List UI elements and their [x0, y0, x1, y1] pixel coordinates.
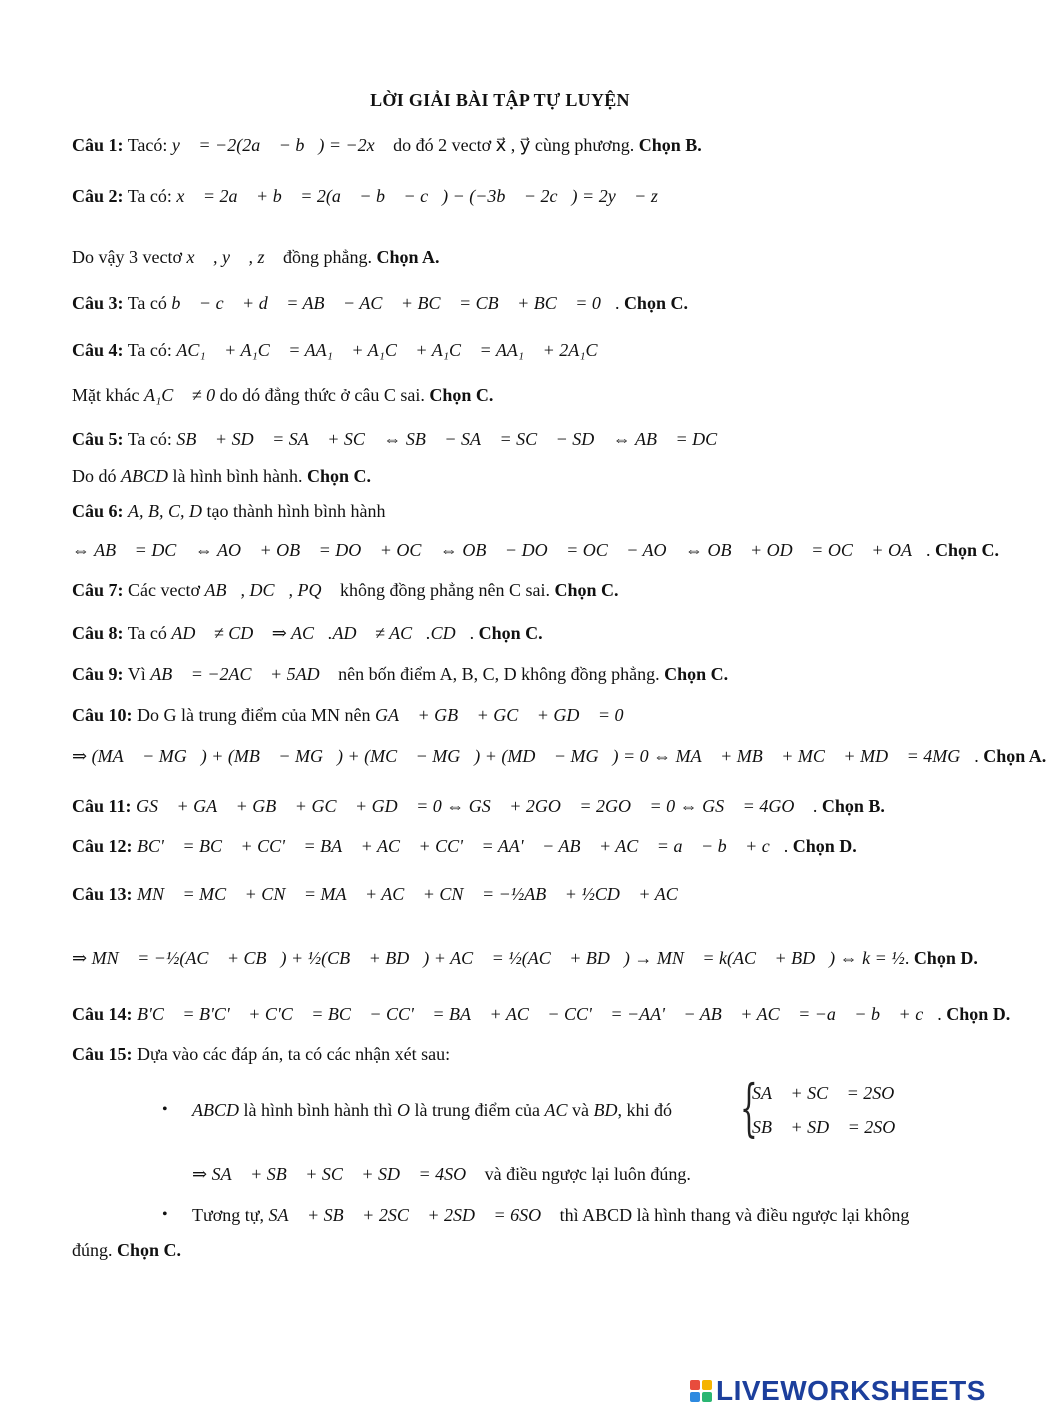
line-answer: Chọn B. — [821, 796, 885, 816]
line-post: . — [783, 836, 793, 856]
line-math: MN⃗ = MC⃗ + CN⃗ = MA⃗ + AC⃗ + CN⃗ = −½AB⃗ + ½CD⃗ + AC⃗ — [137, 884, 692, 904]
line-math: GA⃗ + GB⃗ + GC⃗ + GD⃗ = 0⃗ — [374, 705, 638, 725]
solution-line — [72, 1002, 1010, 1026]
line-label: Câu 14: — [72, 1004, 133, 1024]
line-post: là hình bình hành. — [168, 466, 307, 486]
line-math: A, B, C, D — [128, 501, 203, 521]
solution-line — [72, 882, 692, 906]
line-answer: Chọn D. — [913, 948, 978, 968]
solution-line — [72, 621, 543, 645]
line-post: . — [808, 796, 822, 816]
line-label: Câu 1: — [72, 135, 124, 155]
line-post: . — [469, 623, 479, 643]
line-label: Câu 9: — [72, 664, 124, 684]
line-pre: Do G là trung điểm của MN nên — [132, 705, 375, 725]
line-pre: Các vectơ — [123, 580, 205, 600]
solution-line — [72, 578, 619, 602]
line-answer: Chọn D. — [946, 1004, 1011, 1024]
solution-line — [72, 291, 688, 315]
line-pre: Do vậy 3 vectơ — [72, 247, 187, 267]
solution-line — [72, 744, 1046, 768]
line-pre: Ta có — [123, 293, 172, 313]
line-post: tạo thành hình bình hành — [202, 501, 386, 521]
solution-line — [72, 184, 672, 208]
bullet-dot: • — [162, 1101, 168, 1118]
solution-line — [72, 834, 857, 858]
line-label: Câu 5: — [72, 429, 124, 449]
logo-mark-icon — [690, 1380, 712, 1402]
line-label: Câu 10: — [72, 705, 133, 725]
solution-line — [72, 538, 999, 562]
line-post: do đó 2 vectơ x⃗ , y⃗ cùng phương. — [388, 135, 639, 155]
line-math: GS⃗ + GA⃗ + GB⃗ + GC⃗ + GD⃗ = 0 ⇔ GS⃗ + 2GO⃗ = 2GO⃗ = 0 ⇔ GS⃗ = 4GO⃗ — [136, 796, 809, 816]
closing-line: đúng. Chọn C. — [72, 1240, 182, 1260]
line-answer: Chọn C. — [554, 580, 619, 600]
solution-line — [72, 427, 731, 451]
bullet-trapezoid: • Tương tự, SA⃗ + SB⃗ + 2SC⃗ + 2SD⃗ = 6SO⃗ thì ABCD là hình thang và điều ngược lại không — [162, 1205, 910, 1225]
line-pre: Do dó — [72, 466, 121, 486]
line-post: do dó đẳng thức ở câu C sai. — [215, 385, 430, 405]
solution-line — [72, 499, 386, 523]
line-math: x⃗ = 2a⃗ + b⃗ = 2(a⃗ − b⃗ − c⃗) − (−3b⃗ − 2c⃗) = 2y⃗ − z⃗ — [176, 186, 672, 206]
line-label: Câu 13: — [72, 884, 133, 904]
line-pre: Vì — [123, 664, 151, 684]
equation-system — [740, 1071, 910, 1144]
line-math: AB⃗, DC⃗, PQ⃗ — [204, 580, 336, 600]
line-answer: Chọn C. — [306, 466, 372, 486]
line-answer: Chọn A. — [983, 746, 1046, 766]
line-post: nên bốn điểm A, B, C, D không đồng phẳng. — [333, 664, 665, 684]
line-pre: Dựa vào các đáp án, ta có các nhận xét sau: — [132, 1044, 451, 1064]
line-answer: Chọn C. — [934, 540, 1000, 560]
line-math: x⃗ , y⃗ , z⃗ — [186, 247, 279, 267]
line-math: ⇒ (MA⃗ − MG⃗) + (MB⃗ − MG⃗) + (MC⃗ − MG⃗) + (MD⃗ − MG⃗) = 0 ⇔ MA⃗ + MB⃗ + MC⃗ + MD⃗ = 4MG⃗ — [72, 746, 975, 766]
line-label: Câu 2: — [72, 186, 124, 206]
solution-line — [72, 794, 885, 818]
line-answer: Chọn C. — [478, 623, 543, 643]
line-label: Câu 6: — [72, 501, 124, 521]
liveworksheets-logo: LIVEWORKSHEETS — [690, 1376, 986, 1406]
line-answer: Chọn C. — [623, 293, 688, 313]
line-math: BC'⃗ = BC⃗ + CC'⃗ = BA⃗ + AC⃗ + CC'⃗ = AA'⃗ − AB⃗ + AC⃗ = a⃗ − b⃗ + c⃗ — [137, 836, 784, 856]
bullet-math: ABCD — [192, 1100, 239, 1120]
line-answer: Chọn C. — [664, 664, 729, 684]
solution-line — [72, 464, 371, 488]
line-label: Câu 12: — [72, 836, 133, 856]
solution-line — [72, 133, 702, 157]
solution-line — [72, 338, 611, 362]
line-math: B'C⃗ = B'C'⃗ + C'C⃗ = BC⃗ − CC'⃗ = BA⃗ + AC⃗ − CC'⃗ = −AA'⃗ − AB⃗ + AC⃗ = −a⃗ − b⃗ + c⃗ — [137, 1004, 938, 1024]
brace-icon: { — [740, 1071, 758, 1144]
solution-line — [72, 662, 728, 686]
line-math: y⃗ = −2(2a⃗ − b⃗) = −2x⃗ — [171, 135, 389, 155]
system-row-2: SB⃗ + SD⃗ = 2SO⃗ — [752, 1117, 910, 1137]
line-pre: Ta có: — [123, 429, 177, 449]
solution-line — [72, 245, 440, 269]
line-math: AD⃗ ≠ CD⃗ ⇒ AC⃗.AD⃗ ≠ AC⃗.CD⃗ — [171, 623, 470, 643]
line-math: AC₁⃗ + A₁C⃗ = AA₁⃗ + A₁C⃗ + A₁C⃗ = AA₁⃗ + 2A₁C⃗ — [176, 340, 612, 360]
solution-line — [72, 1042, 450, 1066]
line-answer: Chọn C. — [429, 385, 494, 405]
line-pre: Mặt khác — [72, 385, 144, 405]
line-answer: Chọn D. — [792, 836, 857, 856]
solution-line — [72, 703, 638, 727]
line-label: Câu 4: — [72, 340, 124, 360]
line-pre: Ta có — [123, 623, 172, 643]
line-pre: Tacó: — [123, 135, 172, 155]
implication-line: ⇒ SA⃗ + SB⃗ + SC⃗ + SD⃗ = 4SO⃗ và điều ngược lại luôn đúng. — [192, 1164, 691, 1184]
line-post: đồng phẳng. — [278, 247, 377, 267]
line-label: Câu 11: — [72, 796, 132, 816]
line-pre: Ta có: — [123, 340, 177, 360]
bullet-parallelogram: • ABCD là hình bình hành thì O là trung điểm của AC và BD, khi đó — [162, 1100, 672, 1120]
line-pre: Ta có: — [123, 186, 177, 206]
solution-line — [72, 946, 978, 970]
line-post: . — [614, 293, 624, 313]
line-answer: Chọn A. — [376, 247, 440, 267]
bullet-dot: • — [162, 1206, 168, 1223]
line-math: ABCD — [121, 466, 168, 486]
page-title: LỜI GIẢI BÀI TẬP TỰ LUYỆN — [370, 90, 630, 110]
line-math: AB⃗ = −2AC⃗ + 5AD⃗ — [150, 664, 334, 684]
line-post: . — [974, 746, 984, 766]
line-answer: Chọn B. — [638, 135, 702, 155]
line-label: Câu 7: — [72, 580, 124, 600]
line-math: b⃗ − c⃗ + d⃗ = AB⃗ − AC⃗ + BC⃗ = CB⃗ + BC⃗ = 0⃗ — [171, 293, 615, 313]
line-label: Câu 15: — [72, 1044, 133, 1064]
line-math: ⇒ MN⃗ = −½(AC⃗ + CB⃗) + ½(CB⃗ + BD⃗) + AC⃗ = ½(AC⃗ + BD⃗) → MN⃗ = k(AC⃗ + BD⃗) ⇔ k = ½ — [72, 948, 905, 968]
system-row-1: SA⃗ + SC⃗ = 2SO⃗ — [752, 1083, 909, 1103]
line-math: SB⃗ + SD⃗ = SA⃗ + SC⃗ ⇔ SB⃗ − SA⃗ = SC⃗ − SD⃗ ⇔ AB⃗ = DC⃗ — [176, 429, 732, 449]
line-math: A₁C⃗ ≠ 0 — [143, 385, 216, 405]
line-label: Câu 3: — [72, 293, 124, 313]
line-label: Câu 8: — [72, 623, 124, 643]
line-math: ⇔ AB⃗ = DC⃗ ⇔ AO⃗ + OB⃗ = DO⃗ + OC⃗ ⇔ OB⃗ − DO⃗ = OC⃗ − AO⃗ ⇔ OB⃗ + OD⃗ = OC⃗ + OA⃗ — [72, 540, 926, 560]
line-post: . — [925, 540, 935, 560]
line-post: không đồng phẳng nên C sai. — [335, 580, 555, 600]
solution-line — [72, 383, 493, 407]
line-post: . — [937, 1004, 947, 1024]
line-post: . — [904, 948, 914, 968]
